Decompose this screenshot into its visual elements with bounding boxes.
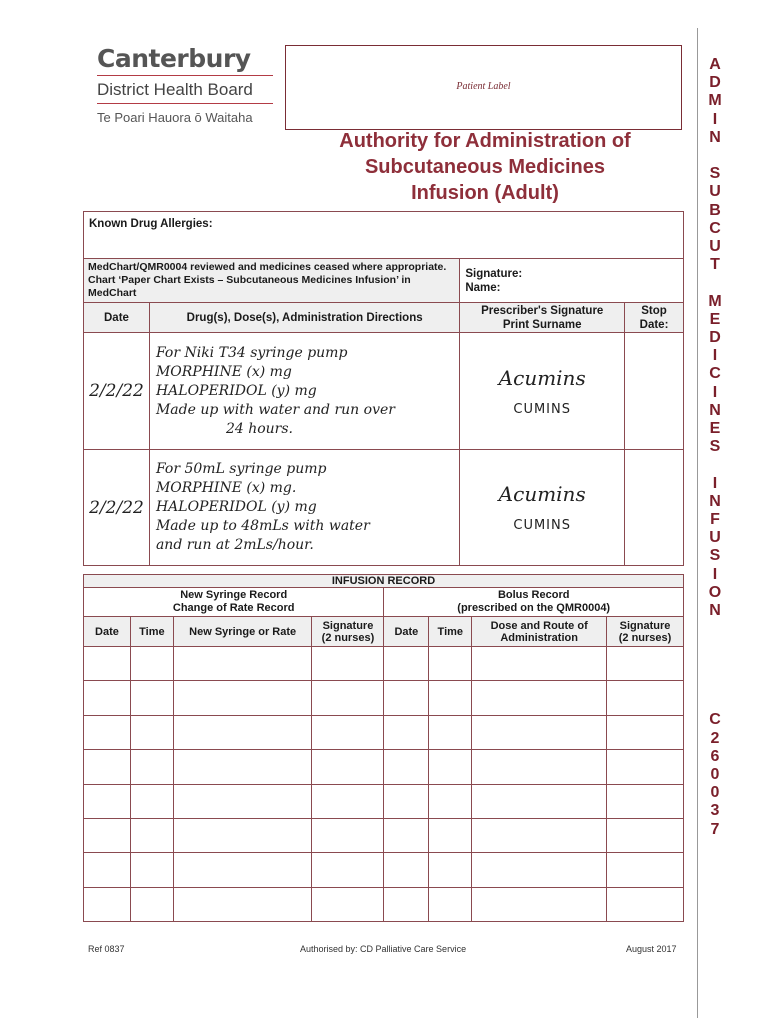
infusion-cell[interactable] [84,887,131,921]
h-signature-bolus [607,617,684,647]
h-signature [312,617,384,647]
infusion-cell[interactable] [384,818,429,852]
infusion-cell[interactable] [84,647,131,681]
infusion-cell[interactable] [429,853,472,887]
side-letter: I [712,110,718,128]
infusion-cell[interactable] [84,784,131,818]
entry-date[interactable]: 2/2/22 [84,450,150,566]
bolus-header [384,588,684,617]
logo-maori-name: Te Poari Hauora ō Waitaha [97,110,253,125]
side-letter: M [708,292,722,310]
entry-prescriber[interactable] [460,333,625,450]
infusion-cell[interactable] [130,647,173,681]
entry-stop-date[interactable] [625,450,684,566]
side-letter: D [709,329,721,347]
entry-line: Made up to 48mLs with water [155,518,370,534]
side-letter: D [709,74,721,92]
col-stop: Stop [641,304,667,317]
side-letter [698,274,732,292]
table-row [84,450,684,566]
infusion-cell[interactable] [472,818,607,852]
side-letter: I [712,347,718,365]
footer-authorised: Authorised by: CD Palliative Care Service [300,944,467,954]
infusion-cell[interactable] [607,853,684,887]
infusion-cell[interactable] [607,681,684,715]
side-letter: U [709,183,721,201]
infusion-cell[interactable] [607,647,684,681]
infusion-cell[interactable] [173,715,312,749]
logo-title: Canterbury [97,44,251,73]
bolus-subtitle: (prescribed on the QMR0004) [457,602,611,614]
table-row [84,681,684,715]
infusion-cell[interactable] [384,647,429,681]
table-row [84,853,684,887]
side-letter: F [710,511,720,529]
side-letter [698,620,732,638]
h-administration-label: Administration [500,631,578,644]
infusion-cell[interactable] [384,853,429,887]
h-dose-route [472,617,607,647]
infusion-cell[interactable] [173,818,312,852]
infusion-cell[interactable] [607,715,684,749]
h-date-bolus: Date [384,617,429,647]
side-letter: S [709,438,721,456]
infusion-cell[interactable] [312,750,384,784]
title-line-2: Subcutaneous Medicines [364,156,606,178]
side-letter: I [712,565,718,583]
entry-line: and run at 2mLs/hour. [155,537,314,553]
infusion-cell[interactable] [312,715,384,749]
side-letter: U [709,238,721,256]
side-letter: T [710,256,720,274]
prescriber-surname: CUMINS [513,401,571,417]
bolus-title: Bolus Record [497,589,570,601]
infusion-cell[interactable] [173,887,312,921]
side-letter: S [709,547,721,565]
side-letter: E [709,310,721,328]
infusion-cell[interactable] [130,818,173,852]
h-new-syringe: New Syringe or Rate [173,617,312,647]
infusion-cell[interactable] [472,853,607,887]
title-line-1: Authority for Administration of [339,130,631,152]
entry-prescriber[interactable] [460,450,625,566]
side-letter: I [712,474,718,492]
infusion-cell[interactable] [84,715,131,749]
entry-line: HALOPERIDOL (y) mg [155,382,317,399]
infusion-cell[interactable] [173,681,312,715]
entry-line: Made up with water and run over [155,401,395,418]
infusion-title: INFUSION RECORD [84,575,684,588]
infusion-cell[interactable] [429,647,472,681]
infusion-cell[interactable] [173,784,312,818]
infusion-cell[interactable] [312,784,384,818]
side-letter: N [709,401,721,419]
side-letter: 7 [710,820,720,838]
table-row [84,333,684,450]
infusion-cell[interactable] [84,853,131,887]
col-prescriber-signature: Prescriber's Signature [481,304,604,317]
entry-date[interactable]: 2/2/22 [84,333,150,450]
entry-line: MORPHINE (x) mg. [155,480,297,496]
h-signature-nurses: (2 nurses) [321,631,375,644]
side-letter: N [709,492,721,510]
infusion-cell[interactable] [429,887,472,921]
patient-label-box [285,45,682,130]
h-signature-bolus-label: Signature [619,619,671,632]
table-row [84,750,684,784]
infusion-cell[interactable] [130,715,173,749]
side-letter: I [712,383,718,401]
infusion-cell[interactable] [472,715,607,749]
prescriber-signature: Acumins [498,365,586,390]
infusion-cell[interactable] [429,750,472,784]
side-letter: A [709,56,721,73]
vertical-form-code [698,56,732,839]
infusion-cell[interactable] [472,784,607,818]
side-letter: C [709,711,721,729]
change-rate-title: Change of Rate Record [172,602,295,614]
infusion-cell[interactable] [130,750,173,784]
col-stop-date-label: Date: [639,318,669,331]
side-letter [698,675,732,693]
side-letter [698,657,732,675]
entry-line: MORPHINE (x) mg [155,363,292,380]
col-prescriber [460,303,625,333]
infusion-cell[interactable] [173,647,312,681]
side-letter: N [709,128,721,146]
infusion-cell[interactable] [384,715,429,749]
prescriber-surname: CUMINS [513,518,571,533]
signature-label: Signature: [465,267,523,280]
entry-line: For Niki T34 syringe pump [155,344,348,361]
entry-line: For 50mL syringe pump [155,461,327,477]
infusion-cell[interactable] [312,647,384,681]
prescription-table [83,211,684,566]
infusion-cell[interactable] [384,681,429,715]
side-letter [698,147,732,165]
entry-directions[interactable] [149,450,459,566]
col-drugs: Drug(s), Dose(s), Administration Directions [149,303,459,333]
h-signature-label: Signature [322,619,374,632]
logo-divider-top [97,75,273,76]
infusion-record-table [83,574,684,922]
side-letter: S [709,165,721,183]
infusion-cell[interactable] [84,681,131,715]
side-letter: 0 [710,784,720,802]
side-letter: B [709,201,721,219]
medchart-note: MedChart/QMR0004 reviewed and medicines ceased where appropriate. Chart ‘Paper Chart Exists – Subcutaneous Medicines Infusion’ in MedChart [84,259,460,303]
infusion-cell[interactable] [173,853,312,887]
infusion-cell[interactable] [384,887,429,921]
entry-stop-date[interactable] [625,333,684,450]
entry-line: HALOPERIDOL (y) mg [155,499,317,515]
infusion-cell[interactable] [429,715,472,749]
infusion-cell[interactable] [84,818,131,852]
entry-line: 24 hours. [225,420,294,437]
side-letter: 0 [710,765,720,783]
side-letter: U [709,529,721,547]
footer-ref: Ref 0837 [88,944,125,954]
new-syringe-header [84,588,384,617]
infusion-cell[interactable] [429,784,472,818]
infusion-cell[interactable] [607,887,684,921]
side-letter [698,693,732,711]
infusion-cell[interactable] [472,750,607,784]
infusion-cell[interactable] [312,681,384,715]
allergies-field[interactable] [84,212,684,259]
h-time: Time [130,617,173,647]
infusion-cell[interactable] [607,784,684,818]
h-signature-bolus-nurses: (2 nurses) [618,631,672,644]
h-time-bolus: Time [429,617,472,647]
infusion-cell[interactable] [130,887,173,921]
infusion-cell[interactable] [384,784,429,818]
infusion-cell[interactable] [130,853,173,887]
side-letter: O [708,583,722,601]
side-letter: 6 [710,747,720,765]
medchart-signature-field[interactable] [460,259,684,303]
side-letter: M [708,92,722,110]
prescriber-signature: Acumins [498,482,586,506]
infusion-cell[interactable] [312,818,384,852]
new-syringe-title: New Syringe Record [180,589,288,601]
col-print-surname: Print Surname [502,318,582,331]
infusion-cell[interactable] [429,818,472,852]
infusion-cell[interactable] [173,750,312,784]
logo-subtitle: District Health Board [97,80,253,99]
infusion-cell[interactable] [84,750,131,784]
side-letter [698,639,732,657]
infusion-cell[interactable] [472,887,607,921]
side-letter: 3 [710,802,720,820]
side-letter: E [709,420,721,438]
entry-directions[interactable] [149,333,459,450]
side-letter: C [709,219,721,237]
infusion-cell[interactable] [312,853,384,887]
allergies-label: Known Drug Allergies: [89,218,213,230]
table-row [84,784,684,818]
side-letter: C [709,365,721,383]
logo-divider-bottom [97,103,273,104]
infusion-cell[interactable] [384,750,429,784]
h-dose-label: Dose and Route of [490,619,588,632]
infusion-cell[interactable] [130,681,173,715]
infusion-cell[interactable] [130,784,173,818]
infusion-cell[interactable] [312,887,384,921]
infusion-cell[interactable] [607,818,684,852]
name-label: Name: [465,281,501,294]
table-row [84,818,684,852]
table-row [84,715,684,749]
side-letter: N [709,602,721,620]
infusion-cell[interactable] [472,647,607,681]
title-line-3: Infusion (Adult) [411,182,559,204]
patient-label-text: Patient Label [456,81,511,92]
table-row [84,647,684,681]
footer-date: August 2017 [626,944,677,954]
form-title [290,128,680,206]
side-letter [698,456,732,474]
col-stop-date [625,303,684,333]
infusion-cell[interactable] [429,681,472,715]
col-date: Date [84,303,150,333]
infusion-cell[interactable] [607,750,684,784]
table-row [84,887,684,921]
infusion-cell[interactable] [472,681,607,715]
h-date: Date [84,617,131,647]
side-letter: 2 [710,729,720,747]
